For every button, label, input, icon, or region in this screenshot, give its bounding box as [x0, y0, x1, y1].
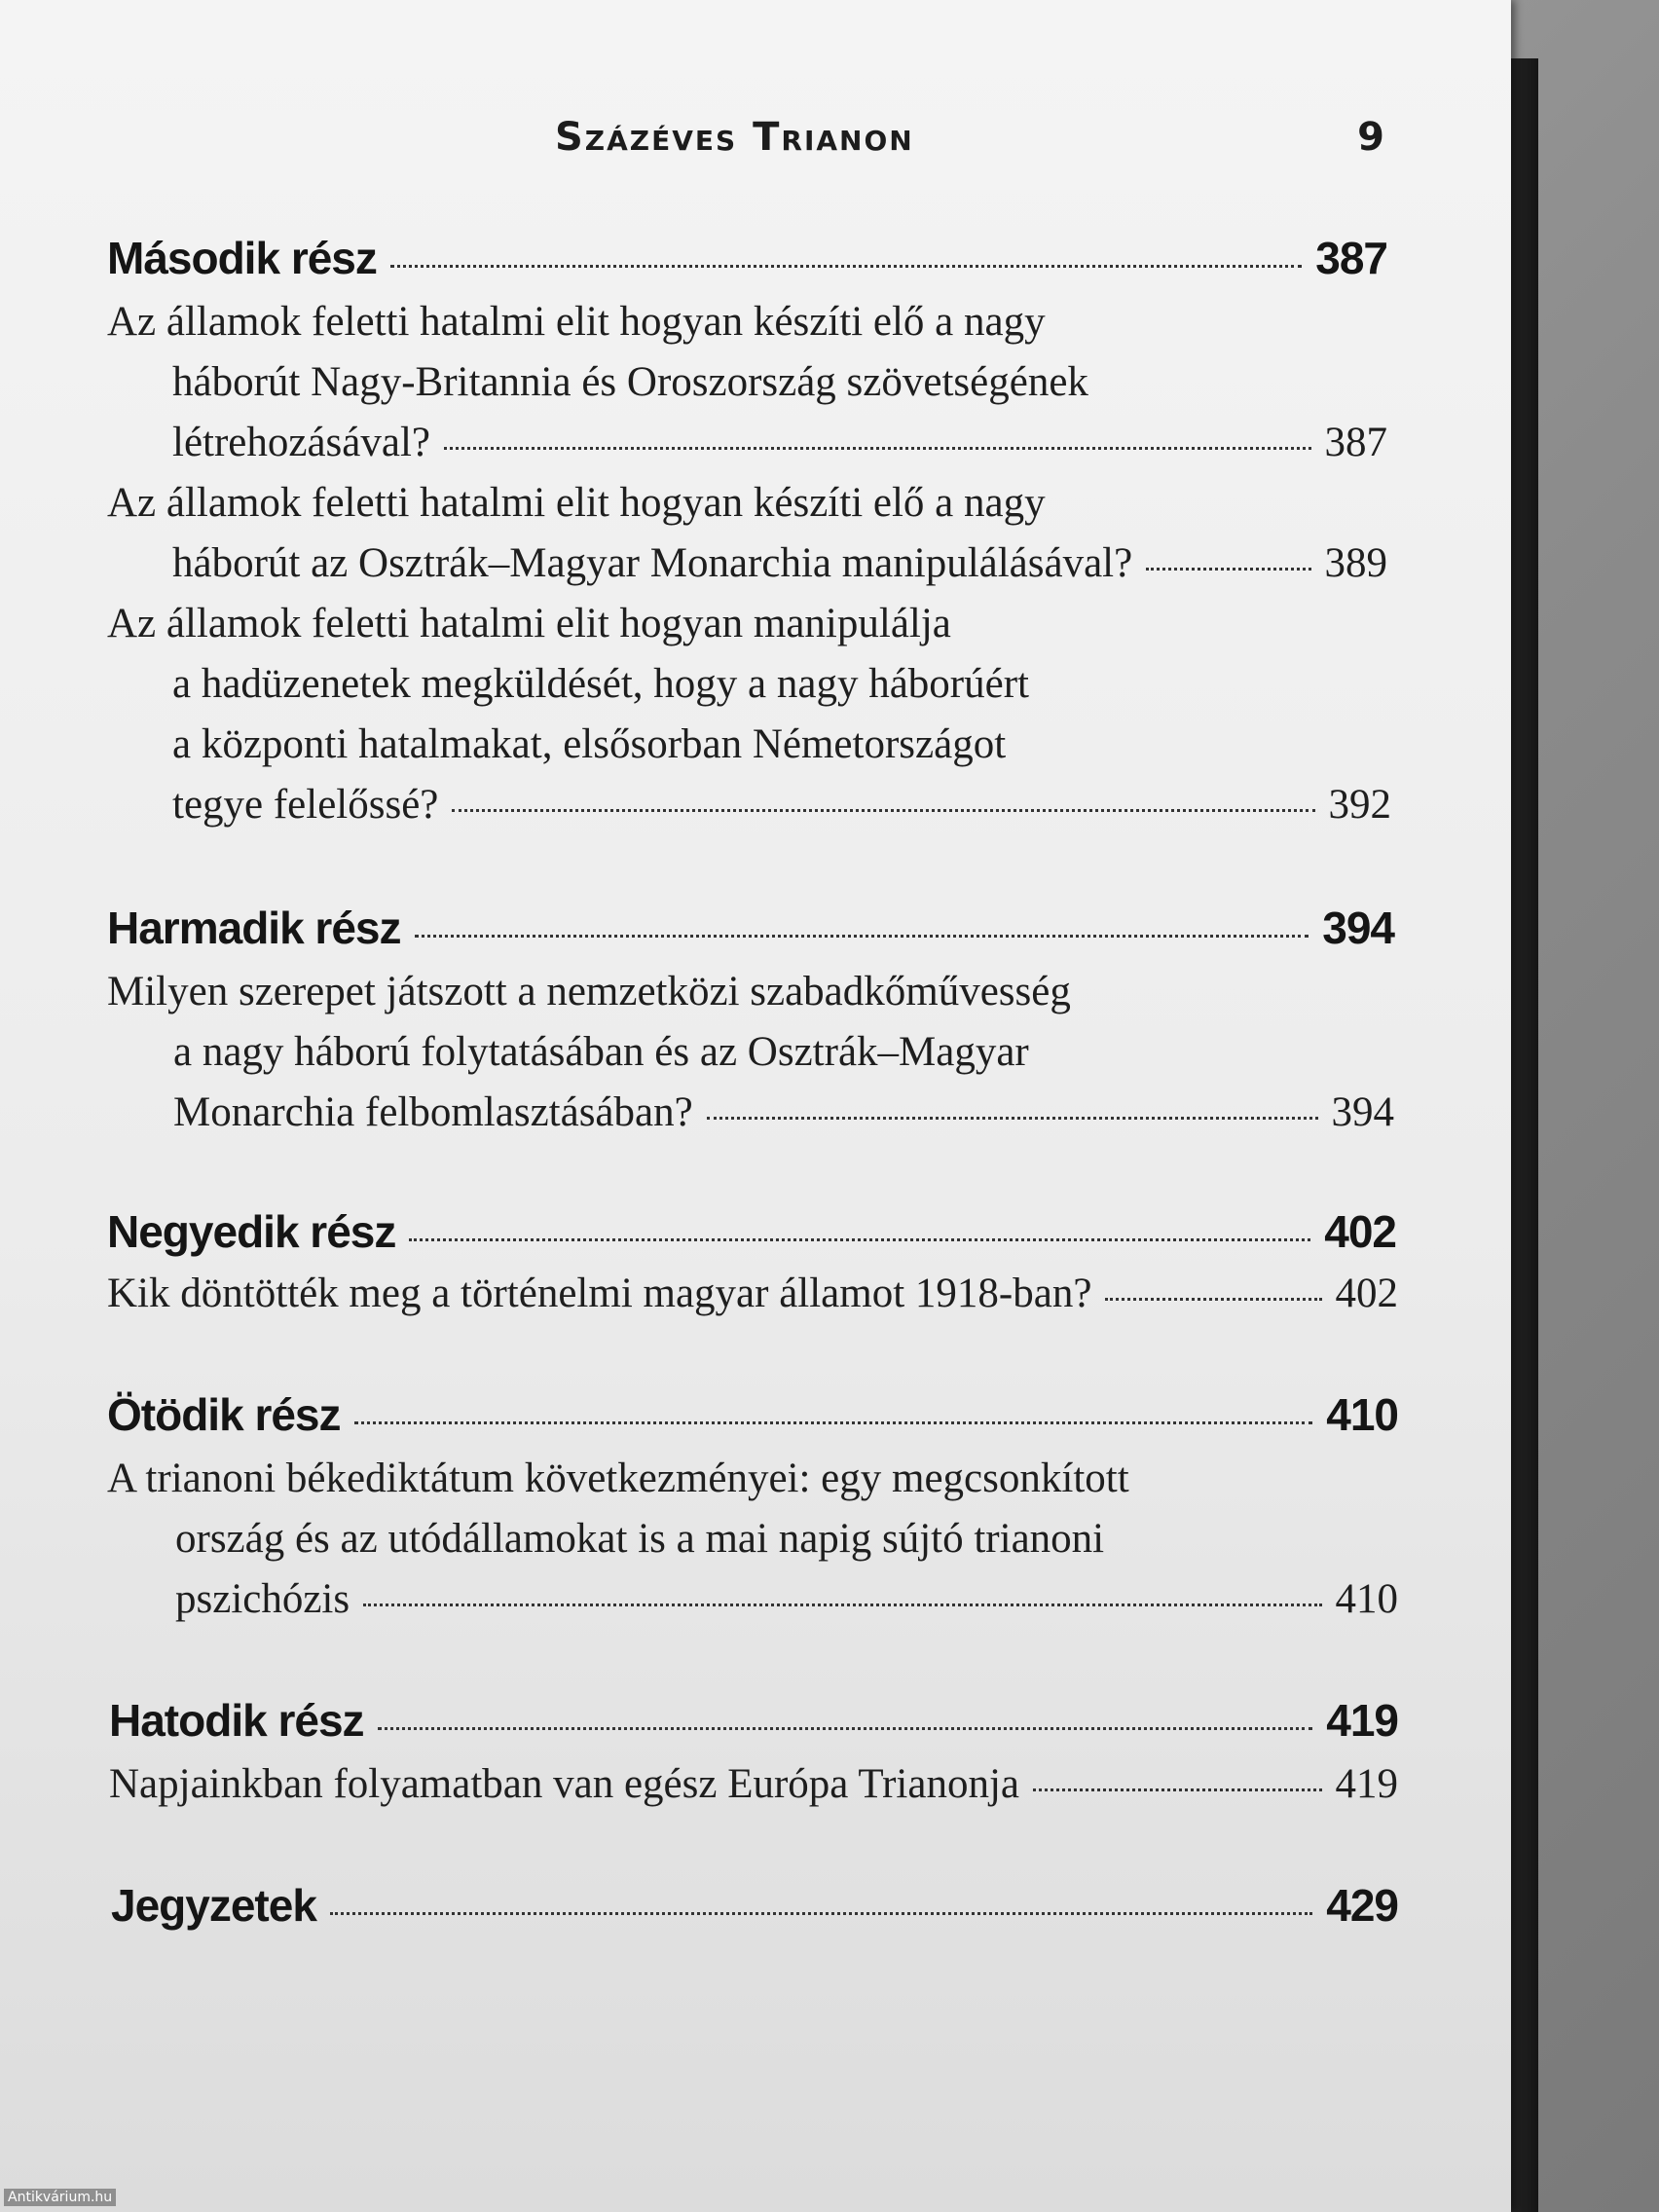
entry-title: pszichózis: [175, 1576, 350, 1622]
section-page: 387: [1315, 233, 1387, 283]
toc-section-heading[interactable]: [107, 902, 1394, 954]
entry-page: 402: [1335, 1271, 1398, 1316]
section-page: 429: [1326, 1880, 1398, 1931]
toc-entry[interactable]: [107, 1270, 1398, 1317]
section-title: Negyedik rész: [107, 1206, 396, 1257]
toc-entry-line: a központi hatalmakat, elsősorban Németországot: [172, 721, 1007, 767]
toc-entry[interactable]: [173, 1088, 1394, 1136]
toc-section-heading[interactable]: [111, 1879, 1398, 1932]
toc-entry-line: Az államok feletti hatalmi elit hogyan manipulálja: [107, 601, 951, 646]
toc-entry-line: Az államok feletti hatalmi elit hogyan készíti elő a nagy: [107, 480, 1046, 526]
entry-page: 419: [1335, 1761, 1398, 1807]
entry-title: Napjainkban folyamatban van egész Európa Trianonja: [109, 1761, 1019, 1807]
dot-leader: [1033, 1788, 1322, 1791]
dot-leader: [378, 1726, 1313, 1730]
toc-entry-line: Az államok feletti hatalmi elit hogyan készíti elő a nagy: [107, 299, 1046, 345]
toc-entry-line: A trianoni békediktátum következményei: egy megcsonkított: [107, 1456, 1129, 1501]
running-title: Százéves Trianon: [555, 115, 914, 160]
toc-entry-line: Milyen szerepet játszott a nemzetközi szabadkőművesség: [107, 969, 1071, 1014]
toc-entry[interactable]: [175, 1575, 1398, 1623]
toc-entry-line: a nagy háború folytatásában és az Osztrák–Magyar: [173, 1029, 1029, 1075]
section-title: Második rész: [107, 233, 377, 283]
toc-entry[interactable]: [172, 419, 1387, 466]
section-title: Ötödik rész: [107, 1389, 341, 1440]
entry-title: Monarchia felbomlasztásában?: [173, 1089, 693, 1135]
toc-section-heading[interactable]: [107, 1205, 1396, 1258]
dot-leader: [707, 1116, 1318, 1120]
entry-page: 387: [1324, 420, 1387, 465]
toc-entry[interactable]: [109, 1760, 1398, 1808]
dot-leader: [452, 808, 1314, 812]
entry-title: létrehozásával?: [172, 420, 430, 465]
toc-entry-line: háborút Nagy-Britannia és Oroszország szövetségének: [172, 359, 1088, 405]
dot-leader: [354, 1420, 1313, 1424]
dot-leader: [390, 264, 1302, 268]
section-page: 402: [1324, 1206, 1396, 1257]
toc-section-heading[interactable]: [109, 1694, 1398, 1747]
entry-page: 389: [1324, 540, 1387, 586]
dot-leader: [363, 1603, 1321, 1606]
section-title: Hatodik rész: [109, 1695, 364, 1746]
dot-leader: [409, 1237, 1310, 1241]
section-title: Harmadik rész: [107, 903, 401, 953]
toc-section-heading[interactable]: [107, 1388, 1398, 1441]
dot-leader: [415, 934, 1309, 938]
entry-page: 410: [1335, 1576, 1398, 1622]
dot-leader: [1146, 567, 1310, 571]
entry-page: 394: [1331, 1089, 1394, 1135]
entry-title: tegye felelőssé?: [172, 782, 439, 828]
section-page: 410: [1326, 1389, 1398, 1440]
entry-page: 392: [1328, 782, 1391, 828]
dot-leader: [444, 446, 1311, 450]
page-number: 9: [1357, 115, 1384, 160]
toc-entry[interactable]: [172, 781, 1391, 829]
dot-leader: [1105, 1297, 1321, 1301]
toc-entry[interactable]: [172, 539, 1387, 587]
section-page: 419: [1326, 1695, 1398, 1746]
entry-title: háborút az Osztrák–Magyar Monarchia manipulálásával?: [172, 540, 1133, 586]
toc-section-heading[interactable]: [107, 232, 1387, 284]
toc-entry-line: ország és az utódállamokat is a mai napig sújtó trianoni: [175, 1516, 1105, 1562]
entry-title: Kik döntötték meg a történelmi magyar államot 1918-ban?: [107, 1271, 1092, 1316]
toc-entry-line: a hadüzenetek megküldését, hogy a nagy háborúért: [172, 661, 1029, 707]
section-title: Jegyzetek: [111, 1880, 316, 1931]
section-page: 394: [1322, 903, 1394, 953]
site-watermark: Antikvárium.hu: [4, 2189, 116, 2206]
dot-leader: [330, 1911, 1312, 1915]
